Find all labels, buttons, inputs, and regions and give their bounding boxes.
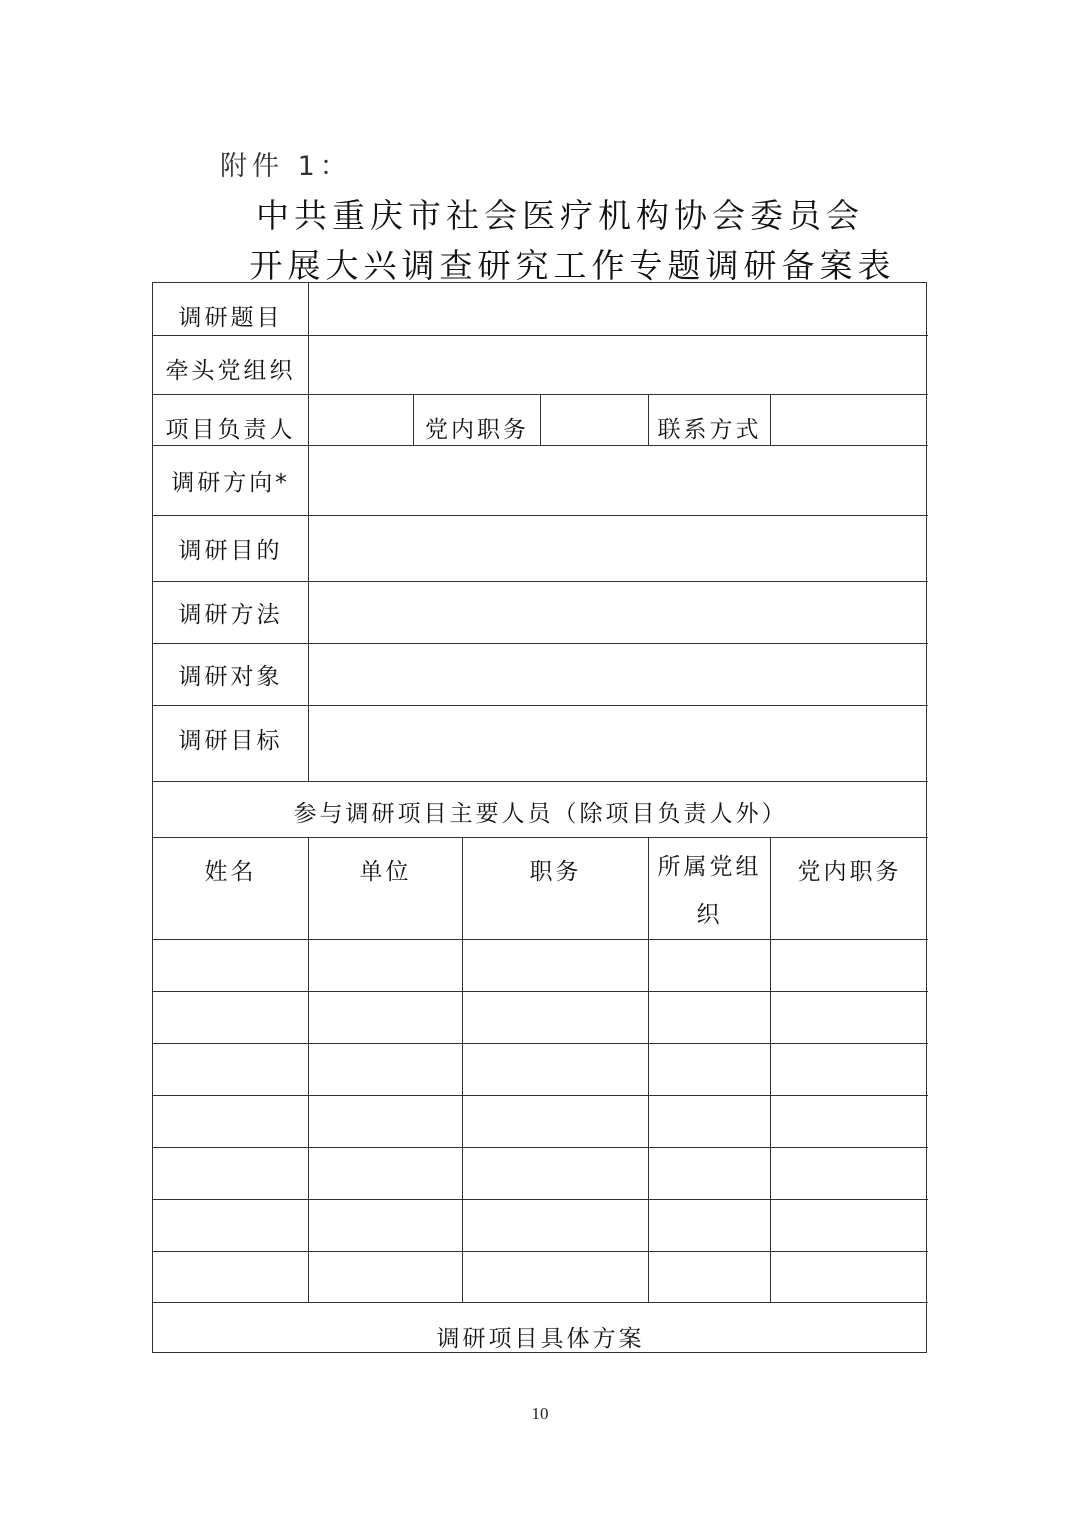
project-plan-header: 调研项目具体方案 — [436, 1325, 645, 1352]
input-research-topic[interactable] — [309, 283, 928, 335]
table-row[interactable] — [153, 1148, 928, 1199]
input-research-goal[interactable] — [309, 706, 928, 781]
label-research-direction: 调研方向* — [171, 469, 290, 496]
table-row[interactable] — [153, 1200, 928, 1251]
label-research-method: 调研方法 — [178, 601, 283, 628]
input-research-method[interactable] — [309, 582, 928, 643]
column-header-party-branch-line1: 所属党组 — [657, 854, 762, 880]
registration-form-table — [152, 282, 927, 1353]
input-research-direction[interactable] — [309, 446, 928, 515]
label-research-target-group: 调研对象 — [178, 663, 283, 690]
column-header-name: 姓名 — [204, 858, 257, 885]
attachment-label: 附件 1： — [220, 151, 352, 182]
column-header-position: 职务 — [529, 858, 582, 885]
column-header-unit: 单位 — [359, 858, 412, 885]
input-lead-party-org[interactable] — [309, 336, 928, 394]
table-row[interactable] — [153, 940, 928, 991]
column-header-party-branch-line2: 织 — [696, 902, 723, 928]
label-research-purpose: 调研目的 — [178, 537, 283, 564]
table-row[interactable] — [153, 1096, 928, 1147]
input-contact-method[interactable] — [771, 395, 928, 445]
page-number: 10 — [531, 1404, 549, 1423]
label-project-leader: 项目负责人 — [165, 416, 296, 443]
form-title-line-1: 中共重庆市社会医疗机构协会委员会 — [256, 196, 864, 235]
label-leader-party-position: 党内职务 — [425, 416, 529, 443]
column-header-party-branch — [649, 843, 770, 939]
label-research-goal: 调研目标 — [178, 727, 283, 754]
input-leader-party-position[interactable] — [541, 395, 648, 445]
form-title-line-2: 开展大兴调查研究工作专题调研备案表 — [249, 246, 896, 285]
participants-section-header: 参与调研项目主要人员（除项目负责人外） — [293, 800, 788, 827]
table-row[interactable] — [153, 1252, 928, 1302]
input-research-target-group[interactable] — [309, 644, 928, 705]
column-header-party-position: 党内职务 — [797, 858, 902, 885]
label-contact-method: 联系方式 — [657, 416, 762, 443]
label-lead-party-org: 牵头党组织 — [165, 357, 296, 384]
input-project-leader[interactable] — [309, 395, 413, 445]
table-row[interactable] — [153, 992, 928, 1043]
input-research-purpose[interactable] — [309, 516, 928, 581]
label-research-topic: 调研题目 — [178, 304, 283, 331]
table-row[interactable] — [153, 1044, 928, 1095]
